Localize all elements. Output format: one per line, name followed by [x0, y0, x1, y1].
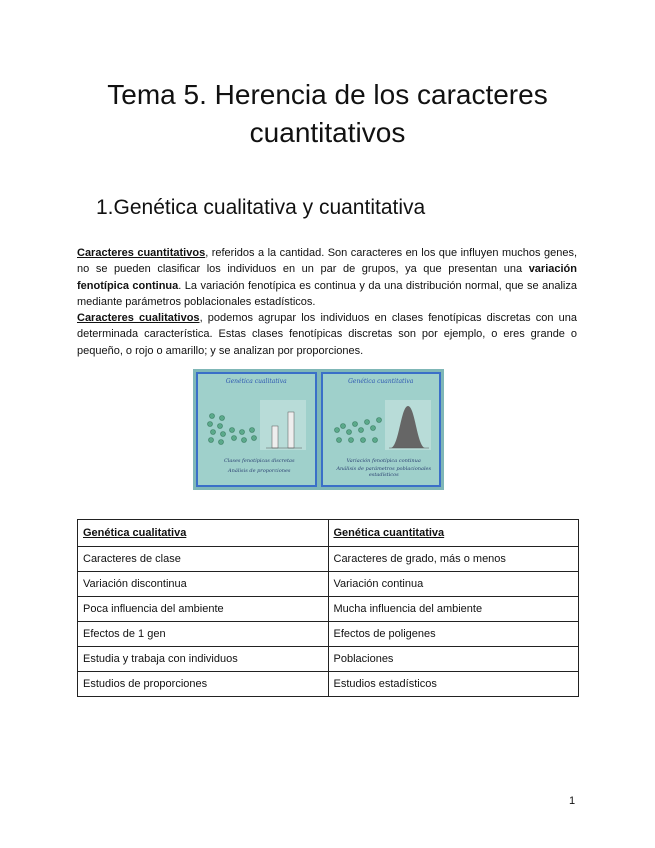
- table-cell: Estudios de proporciones: [78, 672, 329, 697]
- paragraph-qualitative: [77, 310, 577, 359]
- table-cell: Estudios estadísticos: [328, 672, 579, 697]
- figure-caption-2: Análisis de parámetros poblacionales estadísticos: [336, 466, 432, 478]
- continuous-distribution-illustration: [327, 386, 439, 456]
- term-quantitative: Caracteres cuantitativos: [77, 247, 206, 259]
- body-text: [77, 245, 577, 359]
- table-cell: Efectos de 1 gen: [78, 622, 329, 647]
- table-header-row: [78, 520, 579, 547]
- table-header-cell: Genética cualitativa: [78, 520, 329, 547]
- table-cell: Mucha influencia del ambiente: [328, 597, 579, 622]
- table-row: [78, 572, 579, 597]
- figure-panel-quantitative: [321, 372, 442, 487]
- table-cell: Caracteres de grado, más o menos: [328, 547, 579, 572]
- figure-caption-1: Clases fenotípicas discretas: [223, 458, 295, 464]
- figure-panel-title: Genética cualitativa: [225, 378, 287, 385]
- table-cell: Efectos de poligenes: [328, 622, 579, 647]
- term-qualitative: Caracteres cualitativos: [77, 312, 200, 325]
- table-cell: Estudia y trabaja con individuos: [78, 647, 329, 672]
- table-cell: Poca influencia del ambiente: [78, 597, 329, 622]
- table-cell: Caracteres de clase: [78, 547, 329, 572]
- paragraph2-text: , podemos agrupar los individuos en clases fenotípicas discretas con una determinada característica. Estas clases fenotípicas discretas son por ejemplo, o eres grande o pequeño, o rojo o amarillo; y se analizan por proporciones.: [77, 312, 577, 357]
- page-title: Tema 5. Herencia de los caracteres cuantitativos: [107, 79, 548, 148]
- paragraph1-text-a: , referidos a la cantidad. Son caracteres en los que influyen muchos genes, no se pueden clasificar los individuos en un par de grupos, ya que presentan una: [77, 247, 578, 276]
- table-cell: Variación discontinua: [78, 572, 329, 597]
- figure-panel-qualitative: [196, 372, 317, 487]
- paragraph1-text-b: . La variación fenotípica es continua y da una distribución normal, que se analiza mediante parámetros poblacionales estadísticos.: [77, 279, 577, 308]
- bar-small: [272, 426, 278, 448]
- section-heading: 1.Genética cualitativa y cuantitativa: [96, 196, 426, 219]
- paragraph1-bold: variación fenotípica continua: [77, 263, 577, 292]
- figure-panel-title: Genética cuantitativa: [348, 378, 414, 385]
- table-header-cell: Genética cuantitativa: [328, 520, 579, 547]
- comparison-table: [77, 519, 579, 697]
- discrete-classes-illustration: [202, 386, 314, 456]
- paragraph-quantitative: [77, 245, 577, 310]
- table-row: [78, 672, 579, 697]
- table-cell: Variación continua: [328, 572, 579, 597]
- page-number: 1: [569, 795, 576, 807]
- figure-caption-1: Variación fenotípica continua: [346, 458, 421, 464]
- table-row: [78, 647, 579, 672]
- table-row: [78, 597, 579, 622]
- figure-caption-2: Análisis de proporciones: [228, 468, 291, 474]
- table-row: [78, 547, 579, 572]
- bar-chart-background: [260, 400, 306, 450]
- bar-large: [288, 412, 294, 448]
- table-row: [78, 622, 579, 647]
- table-cell: Poblaciones: [328, 647, 579, 672]
- comparison-figure: [193, 369, 444, 490]
